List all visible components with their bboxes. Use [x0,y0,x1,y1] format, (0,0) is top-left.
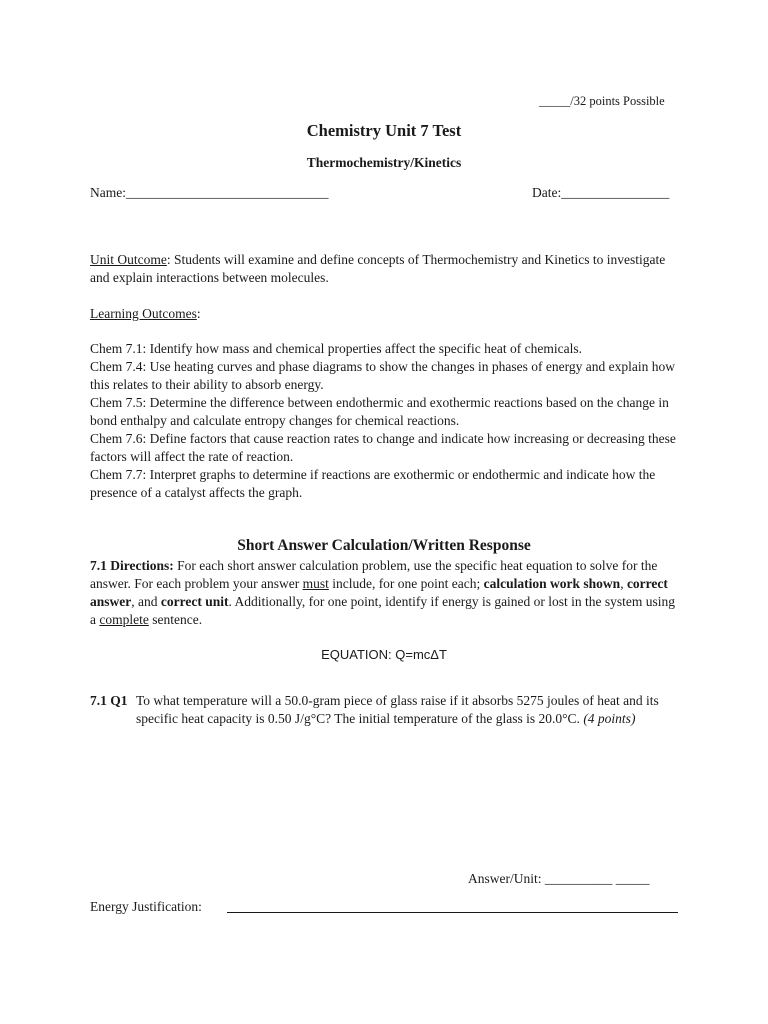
page-subtitle: Thermochemistry/Kinetics [306,155,462,170]
points-possible: _____/32 points Possible [539,94,665,108]
directions-correct-unit: correct unit [160,594,229,609]
directions-correct-answer: correct answer [90,576,668,609]
question-text [136,692,682,728]
question-number: 7.1 Q1 [90,693,128,708]
learning-outcomes-list [90,340,682,502]
date-field[interactable]: Date:________________ [532,185,670,200]
outcome-item: Chem 7.4: Use heating curves and phase diagrams to show the changes in phases of energy and explain how this relates to their ability to absorb energy. [90,359,675,392]
learning-outcomes-label: Learning Outcomes [90,306,197,321]
name-field[interactable]: Name:______________________________ [90,185,329,200]
directions-text: include, for one point each; [328,576,484,591]
directions-text: , [620,576,627,591]
outcome-item: Chem 7.5: Determine the difference between endothermic and exothermic reactions based on the change in bond enthalpy and calculate entropy changes for chemical reactions. [90,395,669,428]
unit-outcome-text: : Students will examine and define concepts of Thermochemistry and Kinetics to investigate and explain interactions between molecules. [90,252,666,285]
page-title: Chemistry Unit 7 Test [306,121,462,140]
learning-outcomes-colon: : [196,306,201,321]
energy-justification-line[interactable] [227,912,678,913]
directions-label: 7.1 Directions: [90,558,174,573]
outcome-item: Chem 7.1: Identify how mass and chemical properties affect the specific heat of chemicals. [90,341,582,356]
directions-complete: complete [99,612,149,627]
section-heading: Short Answer Calculation/Written Response [237,537,531,554]
directions-must: must [302,576,329,591]
learning-outcomes-heading [90,305,682,323]
directions-work: calculation work shown [483,576,621,591]
unit-outcome [90,251,682,287]
outcome-item: Chem 7.6: Define factors that cause reaction rates to change and indicate how increasing or decreasing these factors will affect the rate of reaction. [90,431,676,464]
directions [90,557,682,629]
answer-unit-field[interactable]: Answer/Unit: __________ _____ [468,871,650,886]
question-points: (4 points) [583,711,636,726]
directions-text: sentence. [148,612,203,627]
directions-text: , and [131,594,161,609]
energy-justification-label: Energy Justification: [90,899,202,914]
unit-outcome-label: Unit Outcome [90,252,167,267]
outcome-item: Chem 7.7: Interpret graphs to determine if reactions are exothermic or endothermic and indicate how the presence of a catalyst affects the graph. [90,467,656,500]
directions-text: For each short answer calculation problem, use the specific heat equation to solve for the answer. For each problem your answer [90,558,658,591]
equation: EQUATION: Q=mcΔT [321,647,447,662]
directions-text: . Additionally, for one point, identify if energy is gained or lost in the system using a [90,594,676,627]
question-body: To what temperature will a 50.0-gram piece of glass raise if it absorbs 5275 joules of heat and its specific heat capacity is 0.50 J/g°C? The initial temperature of the glass is 20.0°C. [136,693,659,726]
